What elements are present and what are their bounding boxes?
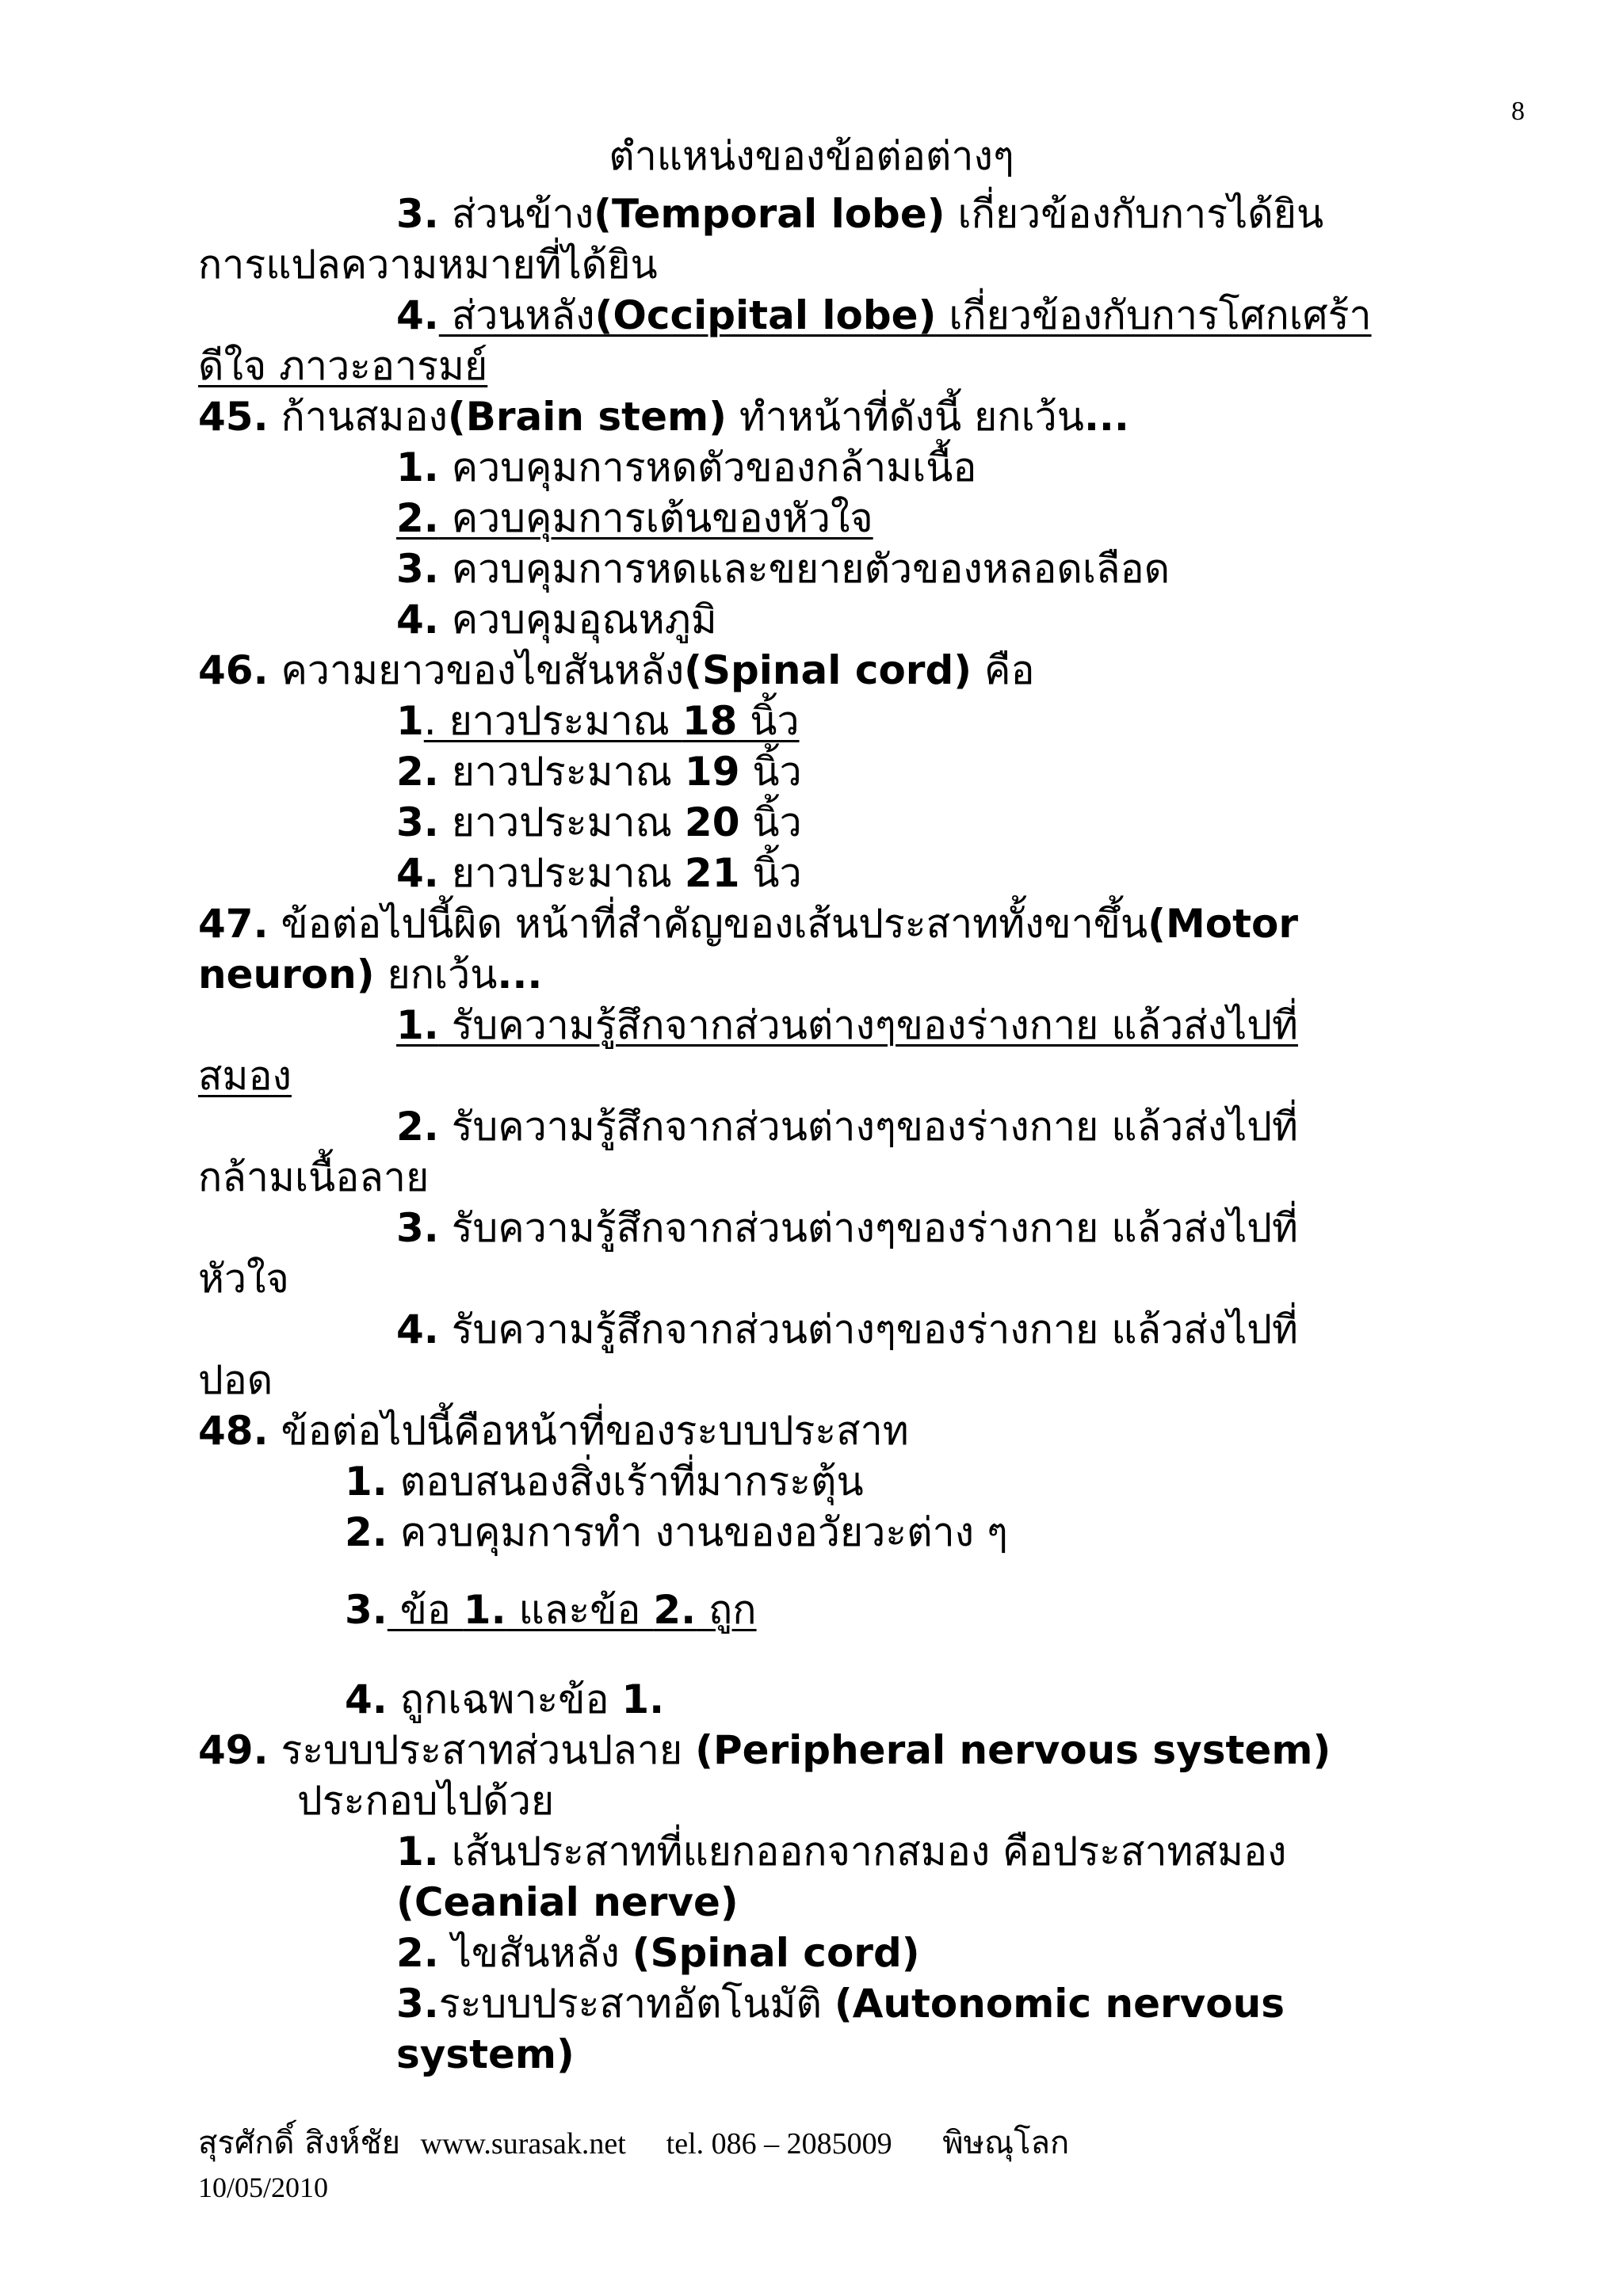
question-47: 47. ข้อต่อไปนี้ผิด หน้าที่สำคัญของเส้นประสาททั้งขาขึ้น(Motor — [198, 901, 1298, 947]
question-47-cont: neuron) ยกเว้น... — [198, 952, 543, 997]
question-45: 45. ก้านสมอง(Brain stem) ทำหน้าที่ดังนี้ ยกเว้น... — [198, 394, 1129, 440]
q44-option-3-cont: การแปลความหมายที่ได้ยิน — [198, 242, 658, 288]
footer-city: พิษณุโลก — [942, 2125, 1070, 2161]
q44-option-3: 3. ส่วนข้าง(Temporal lobe) เกี่ยวข้องกับการได้ยิน — [396, 191, 1324, 237]
q45-option-1: 1. ควบคุมการหดตัวของกล้ามเนื้อ — [396, 444, 977, 490]
q47-option-3-cont: หัวใจ — [198, 1256, 289, 1302]
q47-option-3: 3. รับความรู้สึกจากส่วนต่างๆของร่างกาย แล้วส่งไปที่ — [396, 1205, 1298, 1251]
page-number: 8 — [1511, 97, 1525, 126]
q47-option-1-cont: สมอง — [198, 1053, 292, 1099]
question-49-cont: ประกอบไปด้วย — [297, 1778, 555, 1824]
q46-option-4: 4. ยาวประมาณ 21 นิ้ว — [396, 850, 802, 896]
q49-option-3-cont: system) — [396, 2031, 575, 2077]
q48-option-2: 2. ควบคุมการทำ งานของอวัยวะต่าง ๆ — [345, 1509, 1008, 1555]
q44-option-4-cont: ดีใจ ภาวะอารมย์ — [198, 343, 488, 389]
q49-option-2: 2. ไขสันหลัง (Spinal cord) — [396, 1930, 920, 1976]
question-49: 49. ระบบประสาทส่วนปลาย (Peripheral nervous system) — [198, 1727, 1331, 1773]
question-48: 48. ข้อต่อไปนี้คือหน้าที่ของระบบประสาท — [198, 1408, 909, 1454]
question-46: 46. ความยาวของไขสันหลัง(Spinal cord) คือ — [198, 647, 1035, 693]
page-title: ตำแหน่งของข้อต่อต่างๆ — [609, 133, 1014, 179]
q47-option-4: 4. รับความรู้สึกจากส่วนต่างๆของร่างกาย แล้วส่งไปที่ — [396, 1306, 1298, 1352]
footer-date: 10/05/2010 — [198, 2172, 329, 2203]
q46-option-2: 2. ยาวประมาณ 19 นิ้ว — [396, 749, 802, 795]
q46-option-1-answer: 1. ยาวประมาณ 18 นิ้ว — [396, 698, 800, 744]
q49-option-3: 3.ระบบประสาทอัตโนมัติ (Autonomic nervous — [396, 1981, 1285, 2027]
q47-option-4-cont: ปอด — [198, 1357, 273, 1403]
q46-option-3: 3. ยาวประมาณ 20 นิ้ว — [396, 799, 802, 845]
q45-option-2-answer: 2. ควบคุมการเต้นของหัวใจ — [396, 495, 873, 541]
footer-author: สุรศักดิ์ สิงห์ชัย — [198, 2125, 401, 2161]
footer-phone: tel. 086 – 2085009 — [666, 2127, 892, 2161]
q48-option-3-answer: 3. ข้อ 1. และข้อ 2. ถูก — [345, 1587, 757, 1633]
footer-website: www.surasak.net — [420, 2127, 626, 2161]
q48-option-4: 4. ถูกเฉพาะข้อ 1. — [345, 1676, 665, 1722]
q45-option-3: 3. ควบคุมการหดและขยายตัวของหลอดเลือด — [396, 546, 1170, 592]
q48-option-1: 1. ตอบสนองสิ่งเร้าที่มากระตุ้น — [345, 1459, 864, 1505]
q47-option-2-cont: กล้ามเนื้อลาย — [198, 1154, 430, 1200]
q47-option-2: 2. รับความรู้สึกจากส่วนต่างๆของร่างกาย แล้วส่งไปที่ — [396, 1104, 1298, 1150]
q47-option-1-answer: 1. รับความรู้สึกจากส่วนต่างๆของร่างกาย แล้วส่งไปที่ — [396, 1002, 1298, 1048]
q45-option-4: 4. ควบคุมอุณหภูมิ — [396, 597, 717, 643]
q49-option-1-cont: (Ceanial nerve) — [396, 1879, 739, 1925]
footer — [198, 2123, 1069, 2164]
q49-option-1: 1. เส้นประสาทที่แยกออกจากสมอง คือประสาทสมอง — [396, 1829, 1287, 1875]
q44-option-4-answer: 4. ส่วนหลัง(Occipital lobe) เกี่ยวข้องกับการโศกเศร้า — [396, 292, 1372, 338]
